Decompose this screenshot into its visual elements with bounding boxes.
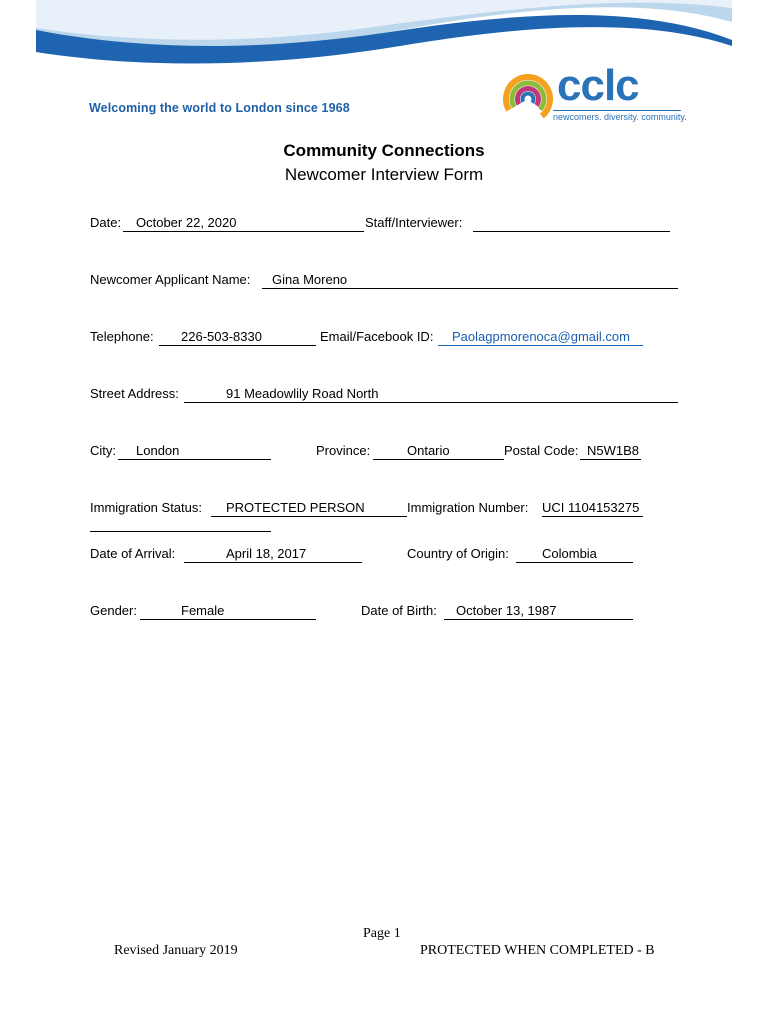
immigration-number-underline <box>542 516 643 517</box>
cclc-logo <box>503 61 687 126</box>
dob-underline <box>444 619 633 620</box>
immigration-status-label: Immigration Status: <box>90 500 202 515</box>
telephone-underline <box>159 345 316 346</box>
province-underline <box>373 459 504 460</box>
immigration-continuation-line[interactable] <box>90 531 271 532</box>
logo-rule <box>553 110 681 111</box>
arrival-label: Date of Arrival: <box>90 546 176 561</box>
protected-notice: PROTECTED WHEN COMPLETED - B <box>420 943 655 958</box>
telephone-label: Telephone: <box>90 329 154 344</box>
postal-label: Postal Code: <box>504 443 579 458</box>
dob-label: Date of Birth: <box>361 603 437 618</box>
origin-label: Country of Origin: <box>407 546 509 561</box>
dob-value[interactable]: October 13, 1987 <box>456 603 557 618</box>
tagline: Welcoming the world to London since 1968 <box>89 101 350 115</box>
origin-value[interactable]: Colombia <box>542 546 597 561</box>
applicant-name-value[interactable]: Gina Moreno <box>272 272 348 287</box>
arrival-value[interactable]: April 18, 2017 <box>226 546 307 561</box>
form-title: Community Connections <box>283 141 485 160</box>
city-underline <box>118 459 271 460</box>
email-underline <box>438 345 643 346</box>
postal-underline <box>580 459 641 460</box>
date-value[interactable]: October 22, 2020 <box>136 215 237 230</box>
page-number: Page 1 <box>363 926 401 941</box>
applicant-name-label: Newcomer Applicant Name: <box>90 272 251 287</box>
origin-underline <box>516 562 633 563</box>
date-label: Date: <box>90 215 122 230</box>
immigration-number-value[interactable]: UCI 1104153275 <box>542 500 640 515</box>
province-value[interactable]: Ontario <box>407 443 450 458</box>
immigration-number-label: Immigration Number: <box>407 500 529 515</box>
street-value[interactable]: 91 Meadowlily Road North <box>226 386 379 401</box>
header-wave-banner <box>0 0 768 80</box>
street-label: Street Address: <box>90 386 179 401</box>
date-underline <box>123 231 364 232</box>
postal-value[interactable]: N5W1B8 <box>587 443 640 458</box>
gender-underline <box>140 619 316 620</box>
revised-date: Revised January 2019 <box>114 943 238 958</box>
gender-label: Gender: <box>90 603 137 618</box>
city-label: City: <box>90 443 116 458</box>
gender-value[interactable]: Female <box>181 603 225 618</box>
immigration-status-value[interactable]: PROTECTED PERSON <box>226 500 365 515</box>
city-value[interactable]: London <box>136 443 180 458</box>
rainbow-arcs-icon <box>503 74 553 120</box>
form-subtitle: Newcomer Interview Form <box>284 165 484 184</box>
staff-label: Staff/Interviewer: <box>365 215 463 230</box>
staff-field[interactable] <box>473 231 670 232</box>
arrival-underline <box>184 562 362 563</box>
immigration-status-underline <box>211 516 407 517</box>
applicant-name-underline <box>262 288 678 289</box>
province-label: Province: <box>316 443 371 458</box>
street-underline <box>184 402 678 403</box>
email-value[interactable]: Paolagpmorenoca@gmail.com <box>452 329 630 344</box>
logo-wordmark: cclc <box>557 61 639 110</box>
telephone-value[interactable]: 226-503-8330 <box>181 329 262 344</box>
email-label: Email/Facebook ID: <box>320 329 434 344</box>
logo-subline: newcomers. diversity. community. <box>553 112 687 122</box>
